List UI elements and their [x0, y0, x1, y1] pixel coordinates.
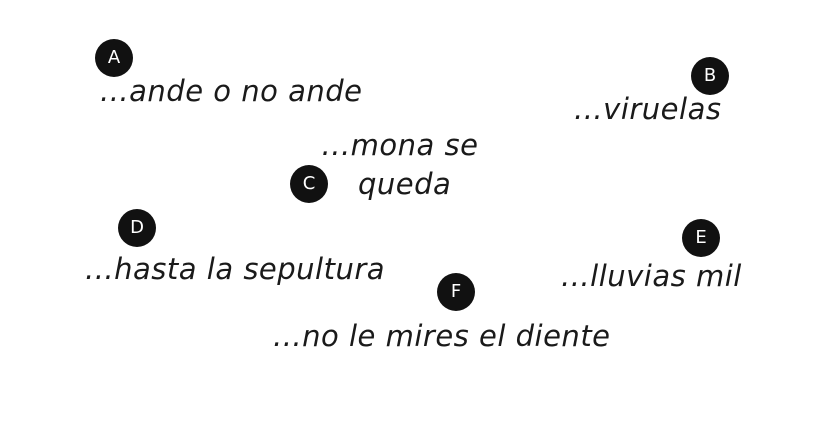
- badge-c: C: [290, 165, 328, 203]
- phrase-b: ...viruelas: [574, 92, 722, 126]
- phrase-c-line2: queda: [358, 167, 452, 201]
- phrase-c-line1: ...mona se: [321, 128, 479, 162]
- badge-b: B: [691, 57, 729, 95]
- phrase-a: ...ande o no ande: [100, 74, 363, 108]
- badge-d: D: [118, 209, 156, 247]
- phrase-f: ...no le mires el diente: [273, 319, 611, 353]
- badge-a: A: [95, 39, 133, 77]
- phrase-d: ...hasta la sepultura: [85, 252, 386, 286]
- badge-e: E: [682, 219, 720, 257]
- phrase-e: ...lluvias mil: [561, 259, 742, 293]
- badge-f: F: [437, 273, 475, 311]
